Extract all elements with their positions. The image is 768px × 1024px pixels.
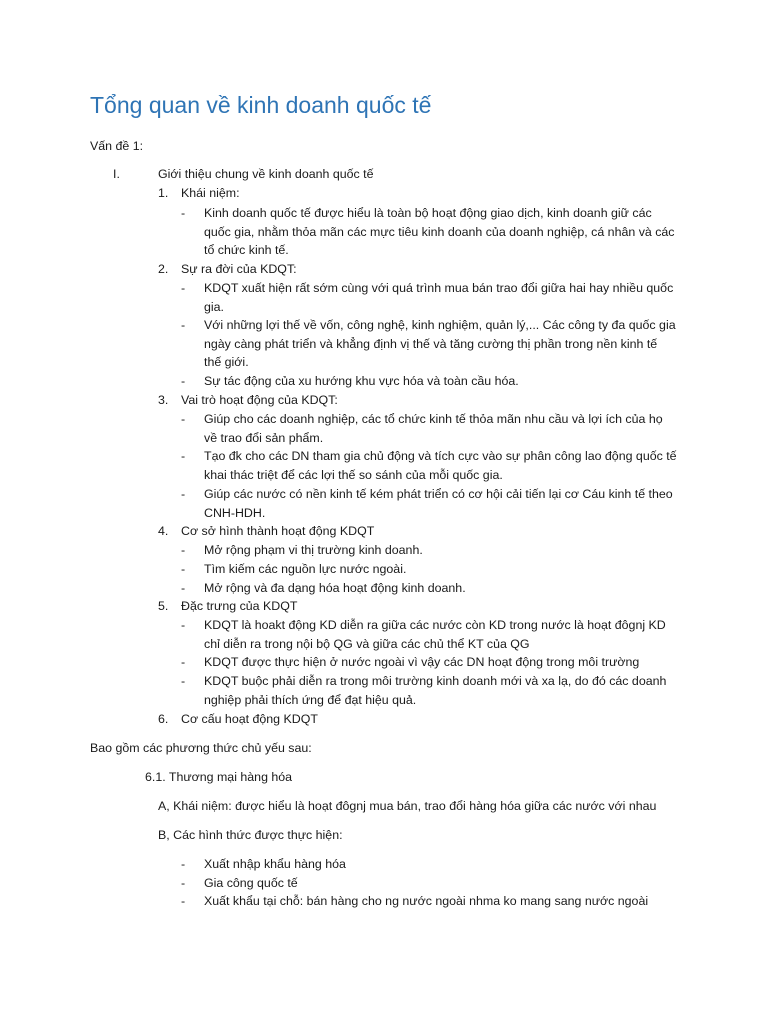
form-item: Xuất khẩu tại chỗ: bán hàng cho ng nước ngoài nhma ko mang sang nước ngoài	[204, 894, 649, 908]
bullet-dash: -	[181, 894, 186, 908]
item-heading: Cơ cấu hoạt động KDQT	[181, 712, 318, 726]
section-title: Giới thiệu chung về kinh doanh quốc tế	[158, 167, 374, 181]
bullet-text: KDQT xuất hiện rất sớm cùng với quá trình mua bán trao đổi giữa hai hay nhiều quốc gia.	[204, 281, 674, 314]
page-title: Tổng quan về kinh doanh quốc tế	[90, 92, 432, 118]
bullet-text: Sự tác động của xu hướng khu vực hóa và toàn cầu hóa.	[204, 374, 519, 388]
item-number: 5.	[158, 599, 169, 613]
concept-text: A, Khái niệm: được hiểu là hoạt đôgnj mua bán, trao đổi hàng hóa giữa các nước với nhau	[158, 799, 657, 813]
bullet-text: KDQT là hoakt động KD diễn ra giữa các nước còn KD trong nước là hoạt đôgnj KD chỉ diễn ra trong nội bộ QG và giữa các chủ thể KT của QG	[204, 618, 666, 651]
bullet-dash: -	[181, 206, 186, 220]
bullet-text: Mở rộng và đa dạng hóa hoạt động kinh doanh.	[204, 581, 466, 595]
bullet-dash: -	[181, 487, 186, 501]
bullet-dash: -	[181, 876, 186, 890]
item-heading: Vai trò hoạt động của KDQT:	[181, 393, 338, 407]
item-number: 4.	[158, 524, 169, 538]
forms-heading: B, Các hình thức được thực hiện:	[158, 828, 343, 842]
issue-label: Vấn đề 1:	[90, 139, 144, 153]
bullet-dash: -	[181, 412, 186, 426]
bullet-text: Giúp cho các doanh nghiệp, các tổ chức kinh tế thỏa mãn nhu cầu và lợi ích của họ về trao đổi sản phẩm.	[204, 412, 663, 445]
bullet-dash: -	[181, 857, 186, 871]
bullet-dash: -	[181, 618, 186, 632]
item-heading: Cơ sở hình thành hoạt động KDQT	[181, 524, 375, 538]
bullet-text: Với những lợi thế về vốn, công nghệ, kinh nghiệm, quản lý,... Các công ty đa quốc gia ngày càng phát triển và khẳng định vị thế và tăng cường thị phần trong nền kinh tế thế giới.	[204, 318, 676, 370]
bullet-text: KDQT được thực hiện ở nước ngoài vì vậy các DN hoạt động trong môi trường	[204, 655, 640, 669]
bullet-dash: -	[181, 562, 186, 576]
bullet-dash: -	[181, 281, 186, 295]
item-number: 1.	[158, 186, 169, 200]
bullet-dash: -	[181, 655, 186, 669]
bullet-text: Kinh doanh quốc tế được hiểu là toàn bộ hoạt động giao dịch, kinh doanh giữ các quốc gia, nhằm thỏa mãn các mực tiêu kinh doanh của doanh nghiệp, cá nhân và các tổ chức kinh tế.	[204, 206, 675, 258]
bullet-text: Giúp các nước có nền kinh tế kém phát triển có cơ hội cải tiến lại cơ Cáu kinh tế theo CNH-HDH.	[204, 487, 673, 520]
bullet-text: Tạo đk cho các DN tham gia chủ động và tích cực vào sự phân công lao động quốc tế khai thác triệt để các lợi thế so sánh của mỗi quốc gia.	[204, 449, 677, 482]
form-item: Gia công quốc tế	[204, 876, 298, 890]
intro-methods: Bao gồm các phương thức chủ yếu sau:	[90, 741, 312, 755]
item-heading: Khái niệm:	[181, 186, 240, 200]
bullet-dash: -	[181, 449, 186, 463]
bullet-dash: -	[181, 543, 186, 557]
bullet-dash: -	[181, 581, 186, 595]
bullet-dash: -	[181, 318, 186, 332]
subsection-heading: 6.1. Thương mại hàng hóa	[145, 770, 293, 784]
bullet-text: KDQT buộc phải diễn ra trong môi trường kinh doanh mới và xa lạ, do đó các doanh nghiệp phải thích ứng để đạt hiệu quả.	[204, 674, 667, 707]
item-number: 6.	[158, 712, 169, 726]
section-numeral: I.	[113, 167, 120, 181]
bullet-text: Tìm kiếm các nguồn lực nước ngoài.	[204, 562, 407, 576]
bullet-text: Mở rộng phạm vi thị trường kinh doanh.	[204, 543, 423, 557]
form-item: Xuất nhập khẩu hàng hóa	[204, 857, 346, 871]
item-number: 2.	[158, 262, 169, 276]
item-heading: Đặc trưng của KDQT	[181, 599, 298, 613]
item-number: 3.	[158, 393, 169, 407]
bullet-dash: -	[181, 374, 186, 388]
bullet-dash: -	[181, 674, 186, 688]
item-heading: Sự ra đời của KDQT:	[181, 262, 297, 276]
